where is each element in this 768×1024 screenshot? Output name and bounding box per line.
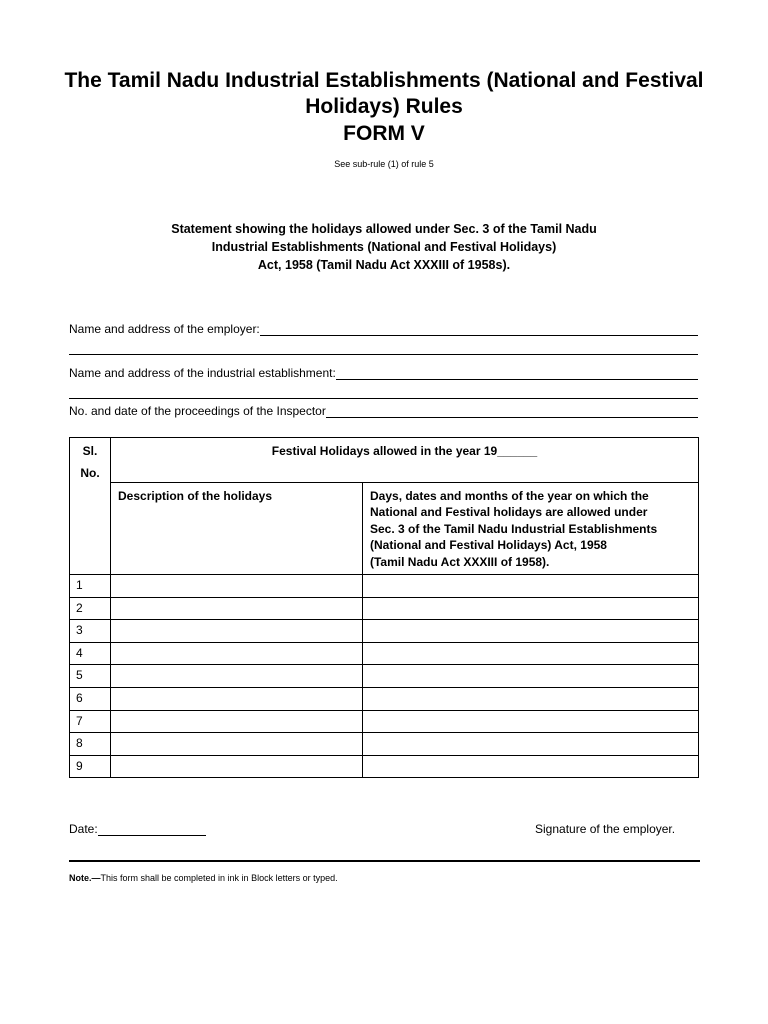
proceedings-label: No. and date of the proceedings of the Inspector <box>69 404 326 418</box>
description-cell[interactable] <box>111 575 363 598</box>
description-cell[interactable] <box>111 620 363 643</box>
note-prefix: Note.— <box>69 873 101 883</box>
form-title: The Tamil Nadu Industrial Establishments (National and Festival Holidays) Rules <box>64 69 704 118</box>
description-cell[interactable] <box>111 665 363 688</box>
row-number: 2 <box>70 597 111 620</box>
description-cell[interactable] <box>111 710 363 733</box>
form-number: FORM V <box>343 122 425 145</box>
establishment-blank-line-2[interactable] <box>69 398 698 399</box>
days-cell[interactable] <box>363 665 699 688</box>
employer-blank[interactable] <box>260 323 698 336</box>
description-cell[interactable] <box>111 755 363 778</box>
description-cell[interactable] <box>111 597 363 620</box>
table-row <box>70 687 699 710</box>
proceedings-field[interactable] <box>69 402 698 418</box>
note-text: This form shall be completed in ink in Block letters or typed. <box>100 873 338 883</box>
proceedings-blank[interactable] <box>326 405 698 418</box>
description-cell[interactable] <box>111 733 363 756</box>
row-number: 7 <box>70 710 111 733</box>
description-header: Description of the holidays <box>111 482 363 574</box>
row-number: 9 <box>70 755 111 778</box>
table-row <box>70 642 699 665</box>
sl-no-header <box>70 438 111 575</box>
employer-blank-line-2[interactable] <box>69 354 698 355</box>
row-number: 3 <box>70 620 111 643</box>
footer-divider <box>69 860 700 862</box>
days-cell[interactable] <box>363 597 699 620</box>
row-number: 1 <box>70 575 111 598</box>
days-header <box>363 482 699 574</box>
table-row <box>70 620 699 643</box>
subrule-reference: See sub-rule (1) of rule 5 <box>334 159 434 169</box>
description-cell[interactable] <box>111 642 363 665</box>
days-cell[interactable] <box>363 733 699 756</box>
statement-line-2: Industrial Establishments (National and Festival Holidays) <box>211 240 557 254</box>
sl-no-label: Sl. No. <box>80 444 100 480</box>
table-row <box>70 755 699 778</box>
days-cell[interactable] <box>363 642 699 665</box>
statement-line-1: Statement showing the holidays allowed under Sec. 3 of the Tamil Nadu <box>171 222 597 236</box>
establishment-field[interactable] <box>69 364 698 380</box>
row-number: 4 <box>70 642 111 665</box>
date-blank[interactable] <box>98 823 206 836</box>
days-cell[interactable] <box>363 620 699 643</box>
table-row <box>70 733 699 756</box>
table-row <box>70 597 699 620</box>
days-header-line-1: Days, dates and months of the year on which the <box>370 488 649 503</box>
table-row <box>70 665 699 688</box>
table-row <box>70 710 699 733</box>
days-header-line-3: Sec. 3 of the Tamil Nadu Industrial Establishments <box>370 521 658 536</box>
festival-header: Festival Holidays allowed in the year 19______ <box>111 438 699 483</box>
establishment-blank[interactable] <box>336 367 698 380</box>
employer-field[interactable] <box>69 320 698 336</box>
holidays-table <box>69 437 699 778</box>
description-cell[interactable] <box>111 687 363 710</box>
employer-label: Name and address of the employer: <box>69 322 260 336</box>
row-number: 8 <box>70 733 111 756</box>
row-number: 5 <box>70 665 111 688</box>
days-cell[interactable] <box>363 687 699 710</box>
days-header-line-2: National and Festival holidays are allowed under <box>370 505 648 520</box>
days-cell[interactable] <box>363 710 699 733</box>
days-header-line-5: (Tamil Nadu Act XXXIII of 1958). <box>370 554 550 569</box>
date-field[interactable] <box>69 822 206 836</box>
signature-label: Signature of the employer. <box>535 822 676 836</box>
footer-note <box>69 873 338 883</box>
statement-line-3: Act, 1958 (Tamil Nadu Act XXXIII of 1958s). <box>257 258 511 272</box>
statement-heading <box>90 220 678 274</box>
days-cell[interactable] <box>363 575 699 598</box>
days-cell[interactable] <box>363 755 699 778</box>
date-label: Date: <box>69 822 98 836</box>
row-number: 6 <box>70 687 111 710</box>
table-row <box>70 575 699 598</box>
establishment-label: Name and address of the industrial establishment: <box>69 366 336 380</box>
days-header-line-4: (National and Festival Holidays) Act, 1958 <box>370 538 607 553</box>
